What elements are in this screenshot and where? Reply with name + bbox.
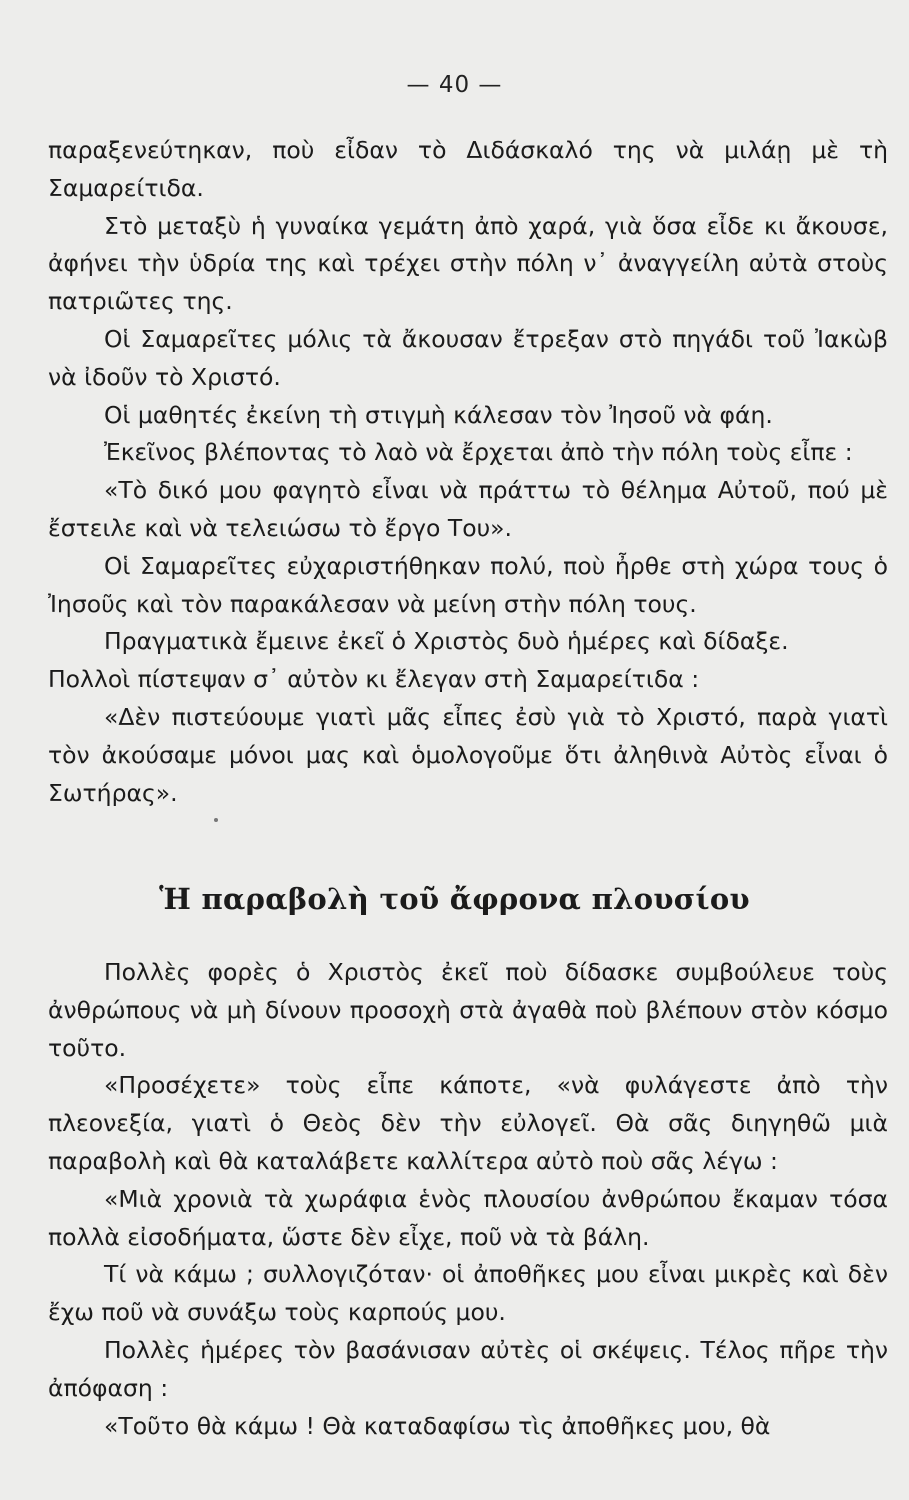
paragraph: Οἱ Σαμαρεῖτες εὐχαριστήθηκαν πολύ, ποὺ ἦρθε στὴ χώρα τους ὁ Ἰησοῦς καὶ τὸν παρακάλεσαν νὰ μείνη στὴν πόλη τους. (48, 551, 888, 618)
paragraph: Στὸ μεταξὺ ἡ γυναίκα γεμάτη ἀπὸ χαρά, γιὰ ὅσα εἶδε κι ἄκουσε, ἀφήνει τὴν ὑδρία της καὶ τρέχει στὴν πόλη ν᾽ ἀναγγείλη αὐτὰ στοὺς πατριῶτες της. (48, 211, 888, 316)
section-heading: Ἡ παραβολὴ τοῦ ἄφρονα πλουσίου (159, 882, 750, 916)
paragraph: Πραγματικὰ ἔμεινε ἐκεῖ ὁ Χριστὸς δυὸ ἡμέρες καὶ δίδαξε. (104, 627, 789, 656)
paragraph: «Προσέχετε» τοὺς εἶπε κάποτε, «νὰ φυλάγεστε ἀπὸ τὴν πλεονεξία, γιατὶ ὁ Θεὸς δὲν τὴν εὐλογεῖ. Θὰ σᾶς διηγηθῶ μιὰ παραβολὴ καὶ θὰ καταλάβετε καλλίτερα αὐτὸ ποὺ σᾶς λέγω : (48, 1071, 888, 1175)
page-number: — 40 — (406, 72, 503, 98)
paragraph: Οἱ μαθητές ἐκείνη τὴ στιγμὴ κάλεσαν τὸν Ἰησοῦ νὰ φάη. (104, 400, 773, 429)
paragraph: Τί νὰ κάμω ; συλλογιζόταν· οἱ ἀποθῆκες μου εἶναι μικρὲς καὶ δὲν ἔχω ποῦ νὰ συνάξω τοὺς καρπούς μου. (48, 1260, 888, 1327)
paragraph: Ἐκεῖνος βλέποντας τὸ λαὸ νὰ ἔρχεται ἀπὸ τὴν πόλη τοὺς εἶπε : (104, 438, 853, 467)
paragraph: Οἱ Σαμαρεῖτες μόλις τὰ ἄκουσαν ἔτρεξαν στὸ πηγάδι τοῦ Ἰακὼβ νὰ ἰδοῦν τὸ Χριστό. (48, 324, 888, 391)
paragraph: «Τὸ δικό μου φαγητὸ εἶναι νὰ πράττω τὸ θέλημα Αὐτοῦ, πού μὲ ἔστειλε καὶ νὰ τελειώσω τὸ ἔργο Του». (48, 476, 888, 542)
paragraph: «Δὲν πιστεύουμε γιατὶ μᾶς εἶπες ἐσὺ γιὰ τὸ Χριστό, παρὰ γιατὶ τὸν ἀκούσαμε μόνοι μας καὶ ὁμολογοῦμε ὅτι ἀληθινὰ Αὐτὸς εἶναι ὁ Σωτήρας». (48, 702, 888, 807)
paragraph: Πολλὲς ἡμέρες τὸν βασάνισαν αὐτὲς οἱ σκέψεις. Τέλος πῆρε τὴν ἀπόφαση : (48, 1335, 888, 1402)
paragraph: παραξενεύτηκαν, ποὺ εἶδαν τὸ Διδάσκαλό της νὰ μιλάῃ μὲ τὴ Σαμαρείτιδα. (48, 136, 888, 202)
paragraph: Πολλοὶ πίστεψαν σ᾽ αὐτὸν κι ἔλεγαν στὴ Σαμαρείτιδα : (48, 665, 700, 694)
paragraph: «Τοῦτο θὰ κάμω ! Θὰ καταδαφίσω τὶς ἀποθῆκες μου, θὰ (104, 1411, 771, 1440)
paragraph: «Μιὰ χρονιὰ τὰ χωράφια ἑνὸς πλουσίου ἀνθρώπου ἔκαμαν τόσα πολλὰ εἰσοδήματα, ὥστε δὲν εἶχε, ποῦ νὰ τὰ βάλη. (48, 1184, 888, 1251)
text-block-1 (48, 132, 888, 812)
text-block-2 (48, 954, 888, 1445)
paragraph: Πολλὲς φορὲς ὁ Χριστὸς ἐκεῖ ποὺ δίδασκε συμβούλευε τοὺς ἀνθρώπους νὰ μὴ δίνουν προσοχὴ στὰ ἀγαθὰ ποὺ βλέπουν στὸν κόσμο τοῦτο. (48, 958, 888, 1062)
ink-speck (214, 818, 218, 822)
